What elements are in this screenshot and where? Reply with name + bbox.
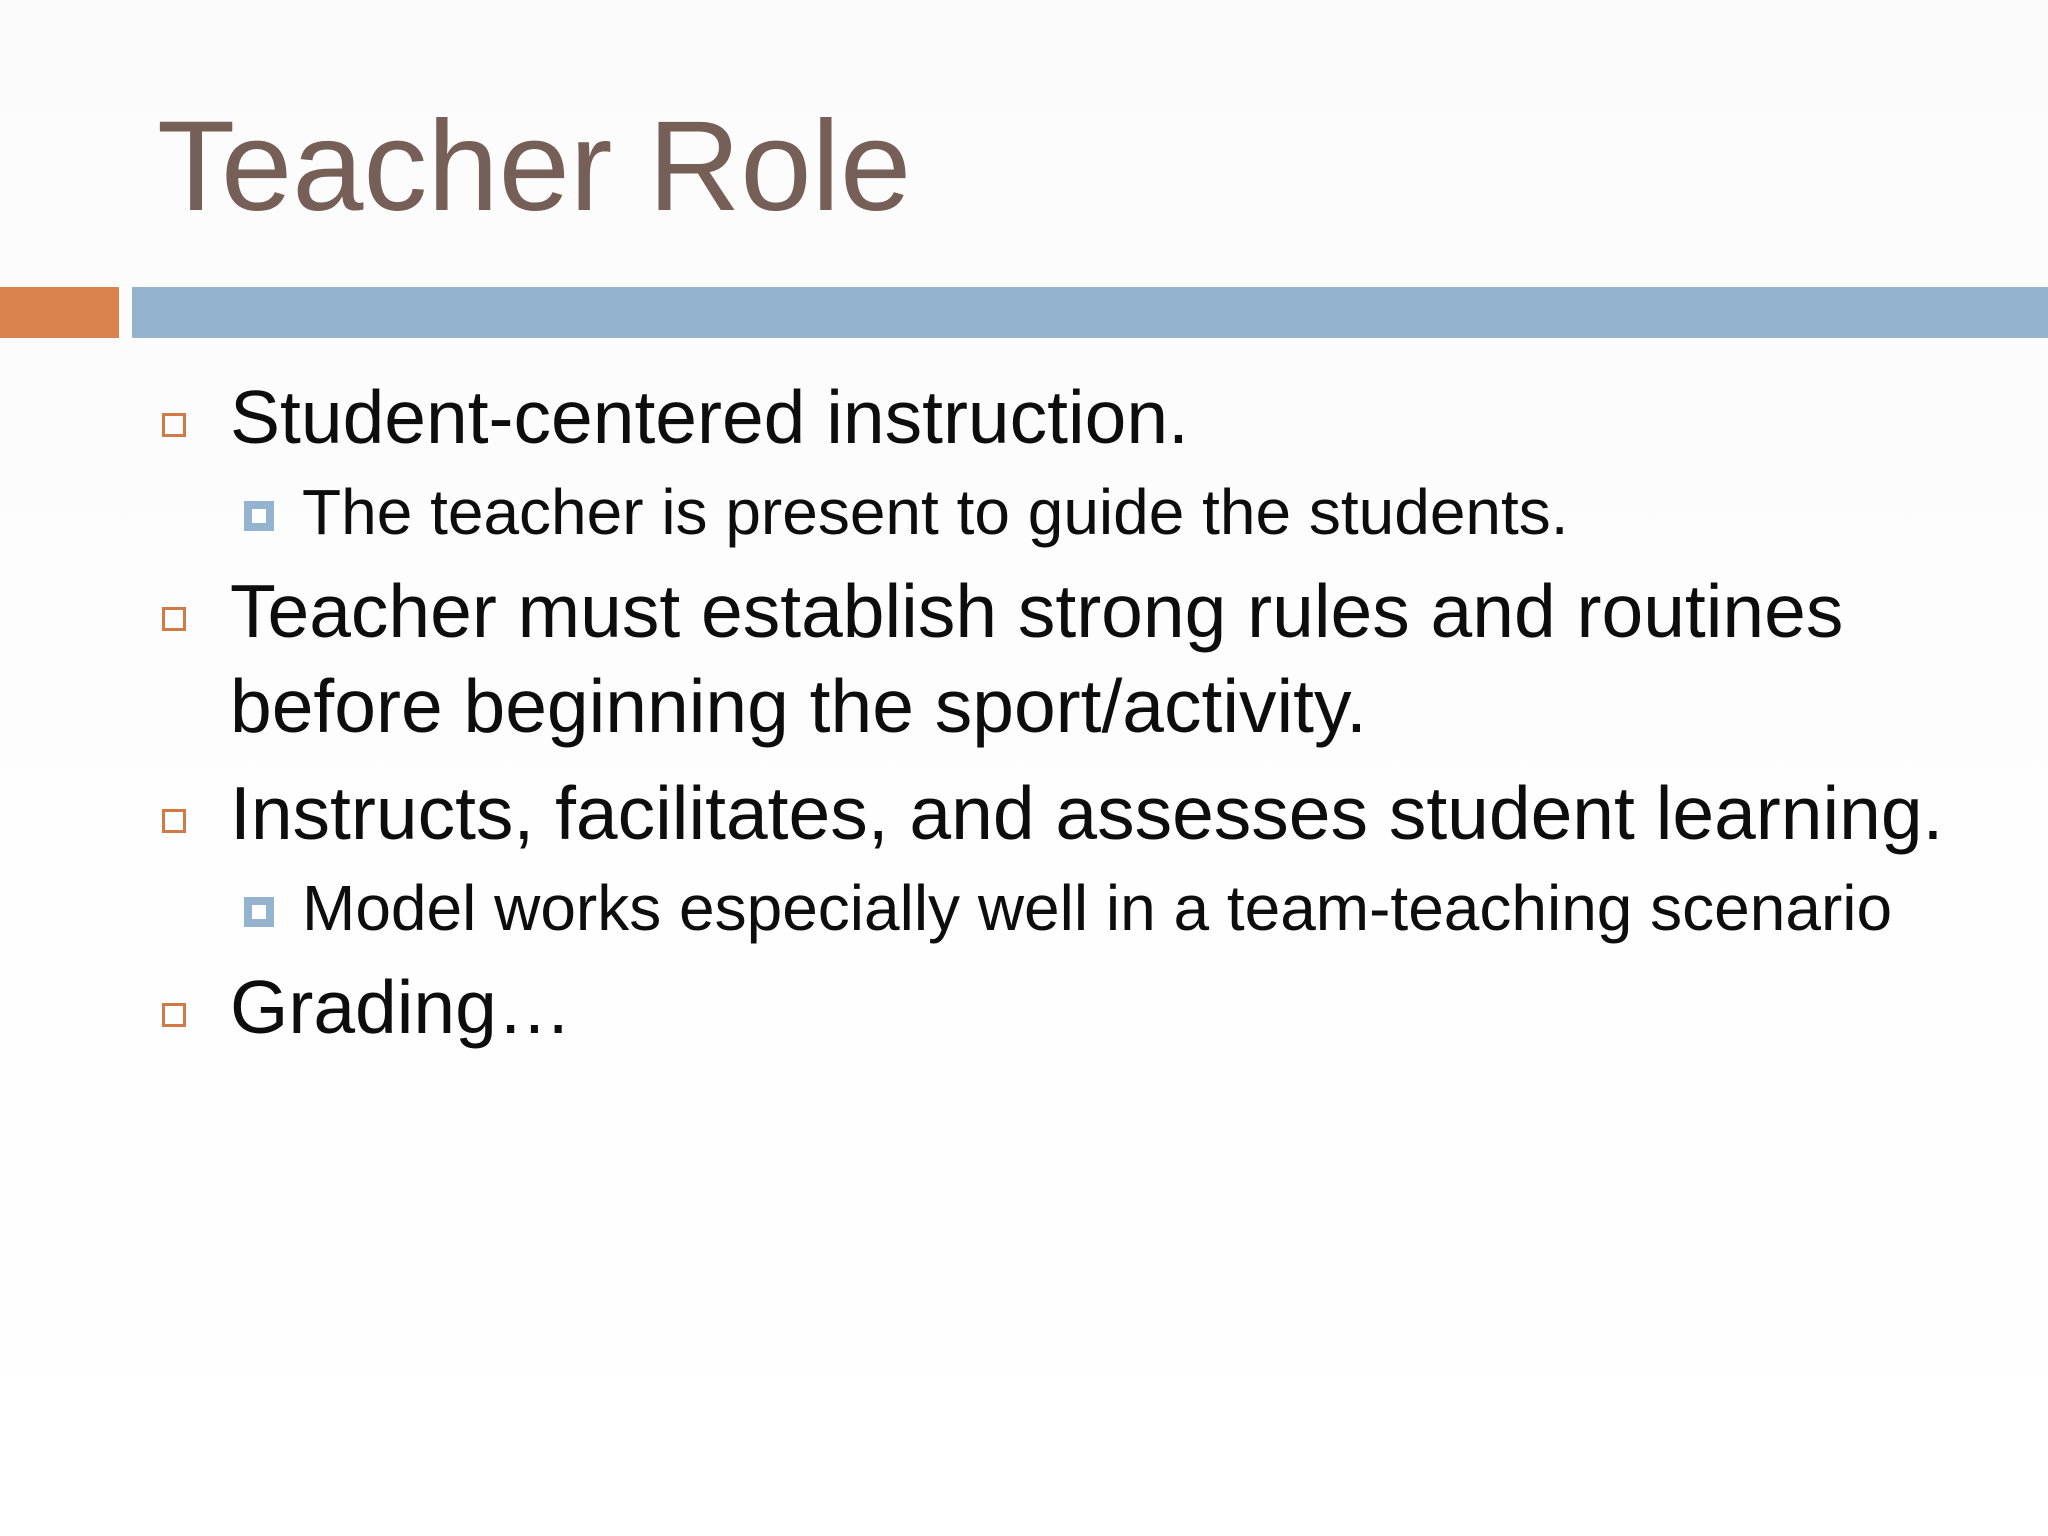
bullet-item [157,564,1987,754]
title-rule-accent [0,287,119,338]
bullet-text: Student-centered instruction. [230,375,1189,459]
bullet-text: Instructs, facilitates, and assesses student learning. [230,771,1944,855]
bullet-item [157,766,1987,861]
sub-bullet-text: Model works especially well in a team-teaching scenario [302,872,1893,944]
hollow-square-bullet-icon [162,809,186,833]
square-bullet-icon [244,501,274,531]
bullet-item [157,960,1987,1055]
hollow-square-bullet-icon [162,413,186,437]
sub-bullet-item [157,866,1987,950]
hollow-square-bullet-icon [162,607,186,631]
bullet-text: Teacher must establish strong rules and routines before beginning the sport/activity. [230,569,1844,748]
square-bullet-icon [244,897,274,927]
hollow-square-bullet-icon [162,1003,186,1027]
sub-bullet-text: The teacher is present to guide the students. [302,476,1569,548]
bullet-list [157,370,1987,1055]
bullet-item [157,370,1987,465]
slide-title: Teacher Role [157,95,912,238]
bullet-text: Grading… [230,965,572,1049]
sub-bullet-item [157,470,1987,554]
title-rule [132,287,2048,338]
